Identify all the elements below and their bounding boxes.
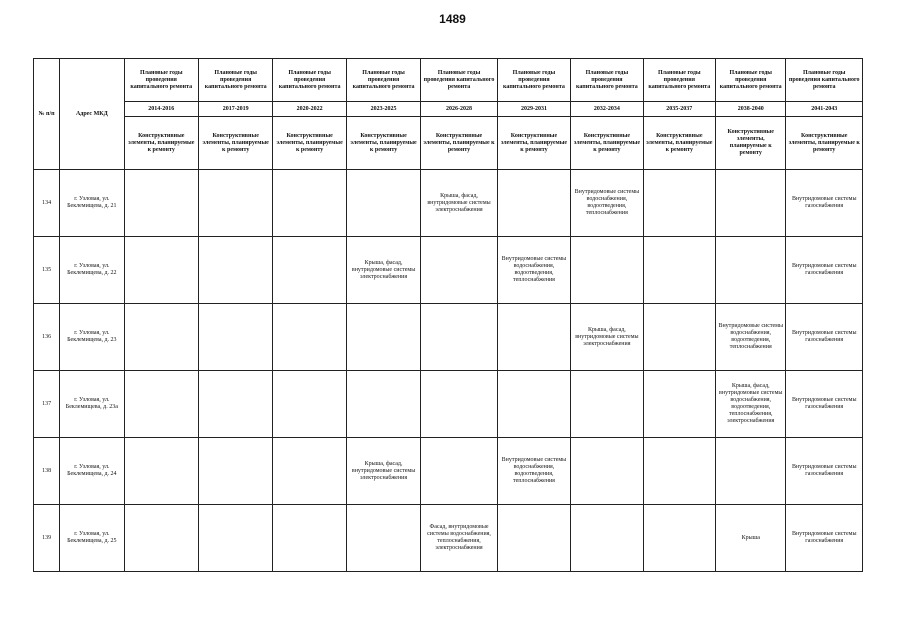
repair-elements-cell	[124, 170, 198, 237]
repair-elements-cell: Внутридомовые системы газоснабжения	[786, 304, 863, 371]
period-years-header: 2026-2028	[421, 102, 497, 117]
repair-elements-cell	[124, 237, 198, 304]
period-years-header: 2041-2043	[786, 102, 863, 117]
elements-header: Конструктивные элементы, планируемые к ремонту	[716, 117, 786, 170]
elements-header: Конструктивные элементы, планируемые к ремонту	[571, 117, 643, 170]
repair-elements-cell	[643, 237, 715, 304]
repair-elements-cell: Внутридомовые системы водоснабжения, водоотведения, теплоснабжения	[497, 438, 570, 505]
repair-elements-cell	[346, 304, 420, 371]
elements-header: Конструктивные элементы, планируемые к ремонту	[421, 117, 497, 170]
repair-elements-cell: Фасад, внутридомовые системы водоснабжения, теплоснабжения, электроснабжения	[421, 505, 497, 572]
period-years-header: 2038-2040	[716, 102, 786, 117]
repair-elements-cell	[421, 438, 497, 505]
repair-elements-cell	[273, 304, 346, 371]
repair-elements-cell	[346, 505, 420, 572]
repair-elements-cell	[643, 505, 715, 572]
repair-elements-cell: Внутридомовые системы водоснабжения, водоотведения, теплоснабжения	[497, 237, 570, 304]
elements-header: Конструктивные элементы, планируемые к ремонту	[497, 117, 570, 170]
elements-header: Конструктивные элементы, планируемые к ремонту	[346, 117, 420, 170]
repair-elements-cell	[497, 170, 570, 237]
elements-header: Конструктивные элементы, планируемые к ремонту	[273, 117, 346, 170]
capital-repair-table	[33, 58, 863, 572]
num-header: № п/п	[34, 59, 60, 170]
row-address: г. Узловая, ул. Беклемищева, д. 21	[60, 170, 124, 237]
row-address: г. Узловая, ул. Беклемищева, д. 24	[60, 438, 124, 505]
period-title-header: Плановые годы проведения капитального ремонта	[124, 59, 198, 102]
repair-elements-cell	[273, 237, 346, 304]
repair-elements-cell	[124, 438, 198, 505]
address-header: Адрес МКД	[60, 59, 124, 170]
repair-elements-cell	[643, 371, 715, 438]
period-title-header: Плановые годы проведения капитального ремонта	[716, 59, 786, 102]
row-number: 135	[34, 237, 60, 304]
period-title-header: Плановые годы проведения капитального ремонта	[571, 59, 643, 102]
period-title-header: Плановые годы проведения капитального ремонта	[786, 59, 863, 102]
row-number: 137	[34, 371, 60, 438]
table-row	[34, 304, 863, 371]
period-years-header: 2014-2016	[124, 102, 198, 117]
row-address: г. Узловая, ул. Беклемищева, д. 22	[60, 237, 124, 304]
repair-elements-cell	[124, 505, 198, 572]
repair-elements-cell	[198, 438, 272, 505]
repair-elements-cell	[716, 438, 786, 505]
period-title-header: Плановые годы проведения капитального ремонта	[346, 59, 420, 102]
table-row	[34, 371, 863, 438]
repair-elements-cell	[716, 237, 786, 304]
repair-elements-cell: Крыша, фасад, внутридомовые системы водоснабжения, водоотведения, теплоснабжения, электроснабжения	[716, 371, 786, 438]
repair-elements-cell	[421, 304, 497, 371]
period-title-header: Плановые годы проведения капитального ремонта	[273, 59, 346, 102]
repair-elements-cell	[643, 438, 715, 505]
period-years-header: 2035-2037	[643, 102, 715, 117]
page-number: 1489	[439, 12, 466, 26]
row-number: 134	[34, 170, 60, 237]
repair-elements-cell	[346, 371, 420, 438]
row-address: г. Узловая, ул. Беклемищева, д. 23	[60, 304, 124, 371]
period-years-header: 2032-2034	[571, 102, 643, 117]
repair-elements-cell	[273, 170, 346, 237]
table-row	[34, 505, 863, 572]
repair-elements-cell: Внутридомовые системы газоснабжения	[786, 170, 863, 237]
repair-elements-cell	[497, 371, 570, 438]
repair-elements-cell	[571, 371, 643, 438]
repair-elements-cell: Внутридомовые системы газоснабжения	[786, 438, 863, 505]
repair-elements-cell: Внутридомовые системы водоснабжения, водоотведения, теплоснабжения	[571, 170, 643, 237]
repair-elements-cell	[421, 237, 497, 304]
repair-elements-cell	[497, 304, 570, 371]
period-title-header: Плановые годы проведения капитального ремонта	[497, 59, 570, 102]
repair-elements-cell	[643, 304, 715, 371]
table-row	[34, 170, 863, 237]
repair-elements-cell: Внутридомовые системы водоснабжения, водоотведения, теплоснабжения	[716, 304, 786, 371]
row-address: г. Узловая, ул. Беклемищева, д. 23а	[60, 371, 124, 438]
repair-elements-cell: Внутридомовые системы газоснабжения	[786, 371, 863, 438]
repair-elements-cell: Крыша, фасад, внутридомовые системы электроснабжения	[421, 170, 497, 237]
repair-elements-cell: Крыша, фасад, внутридомовые системы электроснабжения	[571, 304, 643, 371]
period-years-header: 2017-2019	[198, 102, 272, 117]
repair-elements-cell	[124, 371, 198, 438]
repair-elements-cell	[273, 371, 346, 438]
repair-elements-cell	[571, 505, 643, 572]
repair-elements-cell: Крыша, фасад, внутридомовые системы электроснабжения	[346, 237, 420, 304]
elements-header: Конструктивные элементы, планируемые к ремонту	[124, 117, 198, 170]
repair-elements-cell	[198, 304, 272, 371]
row-address: г. Узловая, ул. Беклемищева, д. 25	[60, 505, 124, 572]
row-number: 139	[34, 505, 60, 572]
repair-elements-cell: Внутридомовые системы газоснабжения	[786, 237, 863, 304]
repair-elements-cell	[124, 304, 198, 371]
repair-elements-cell: Внутридомовые системы газоснабжения	[786, 505, 863, 572]
repair-elements-cell	[571, 438, 643, 505]
repair-elements-cell	[346, 170, 420, 237]
elements-header: Конструктивные элементы, планируемые к ремонту	[643, 117, 715, 170]
elements-header: Конструктивные элементы, планируемые к ремонту	[786, 117, 863, 170]
table-row	[34, 237, 863, 304]
row-number: 136	[34, 304, 60, 371]
repair-elements-cell	[716, 170, 786, 237]
period-title-header: Плановые годы проведения капитального ремонта	[198, 59, 272, 102]
repair-elements-cell	[198, 170, 272, 237]
period-years-header: 2029-2031	[497, 102, 570, 117]
repair-elements-cell	[198, 237, 272, 304]
table-row	[34, 438, 863, 505]
period-years-header: 2023-2025	[346, 102, 420, 117]
period-years-header: 2020-2022	[273, 102, 346, 117]
repair-elements-cell	[198, 505, 272, 572]
repair-elements-cell	[643, 170, 715, 237]
repair-elements-cell	[198, 371, 272, 438]
repair-elements-cell	[571, 237, 643, 304]
repair-elements-cell	[421, 371, 497, 438]
repair-elements-cell: Крыша	[716, 505, 786, 572]
repair-elements-cell	[497, 505, 570, 572]
repair-elements-cell	[273, 505, 346, 572]
repair-elements-cell: Крыша, фасад, внутридомовые системы электроснабжения	[346, 438, 420, 505]
repair-elements-cell	[273, 438, 346, 505]
elements-header: Конструктивные элементы, планируемые к ремонту	[198, 117, 272, 170]
period-title-header: Плановые годы проведения капитального ремонта	[643, 59, 715, 102]
period-title-header: Плановые годы проведения капитального ремонта	[421, 59, 497, 102]
row-number: 138	[34, 438, 60, 505]
